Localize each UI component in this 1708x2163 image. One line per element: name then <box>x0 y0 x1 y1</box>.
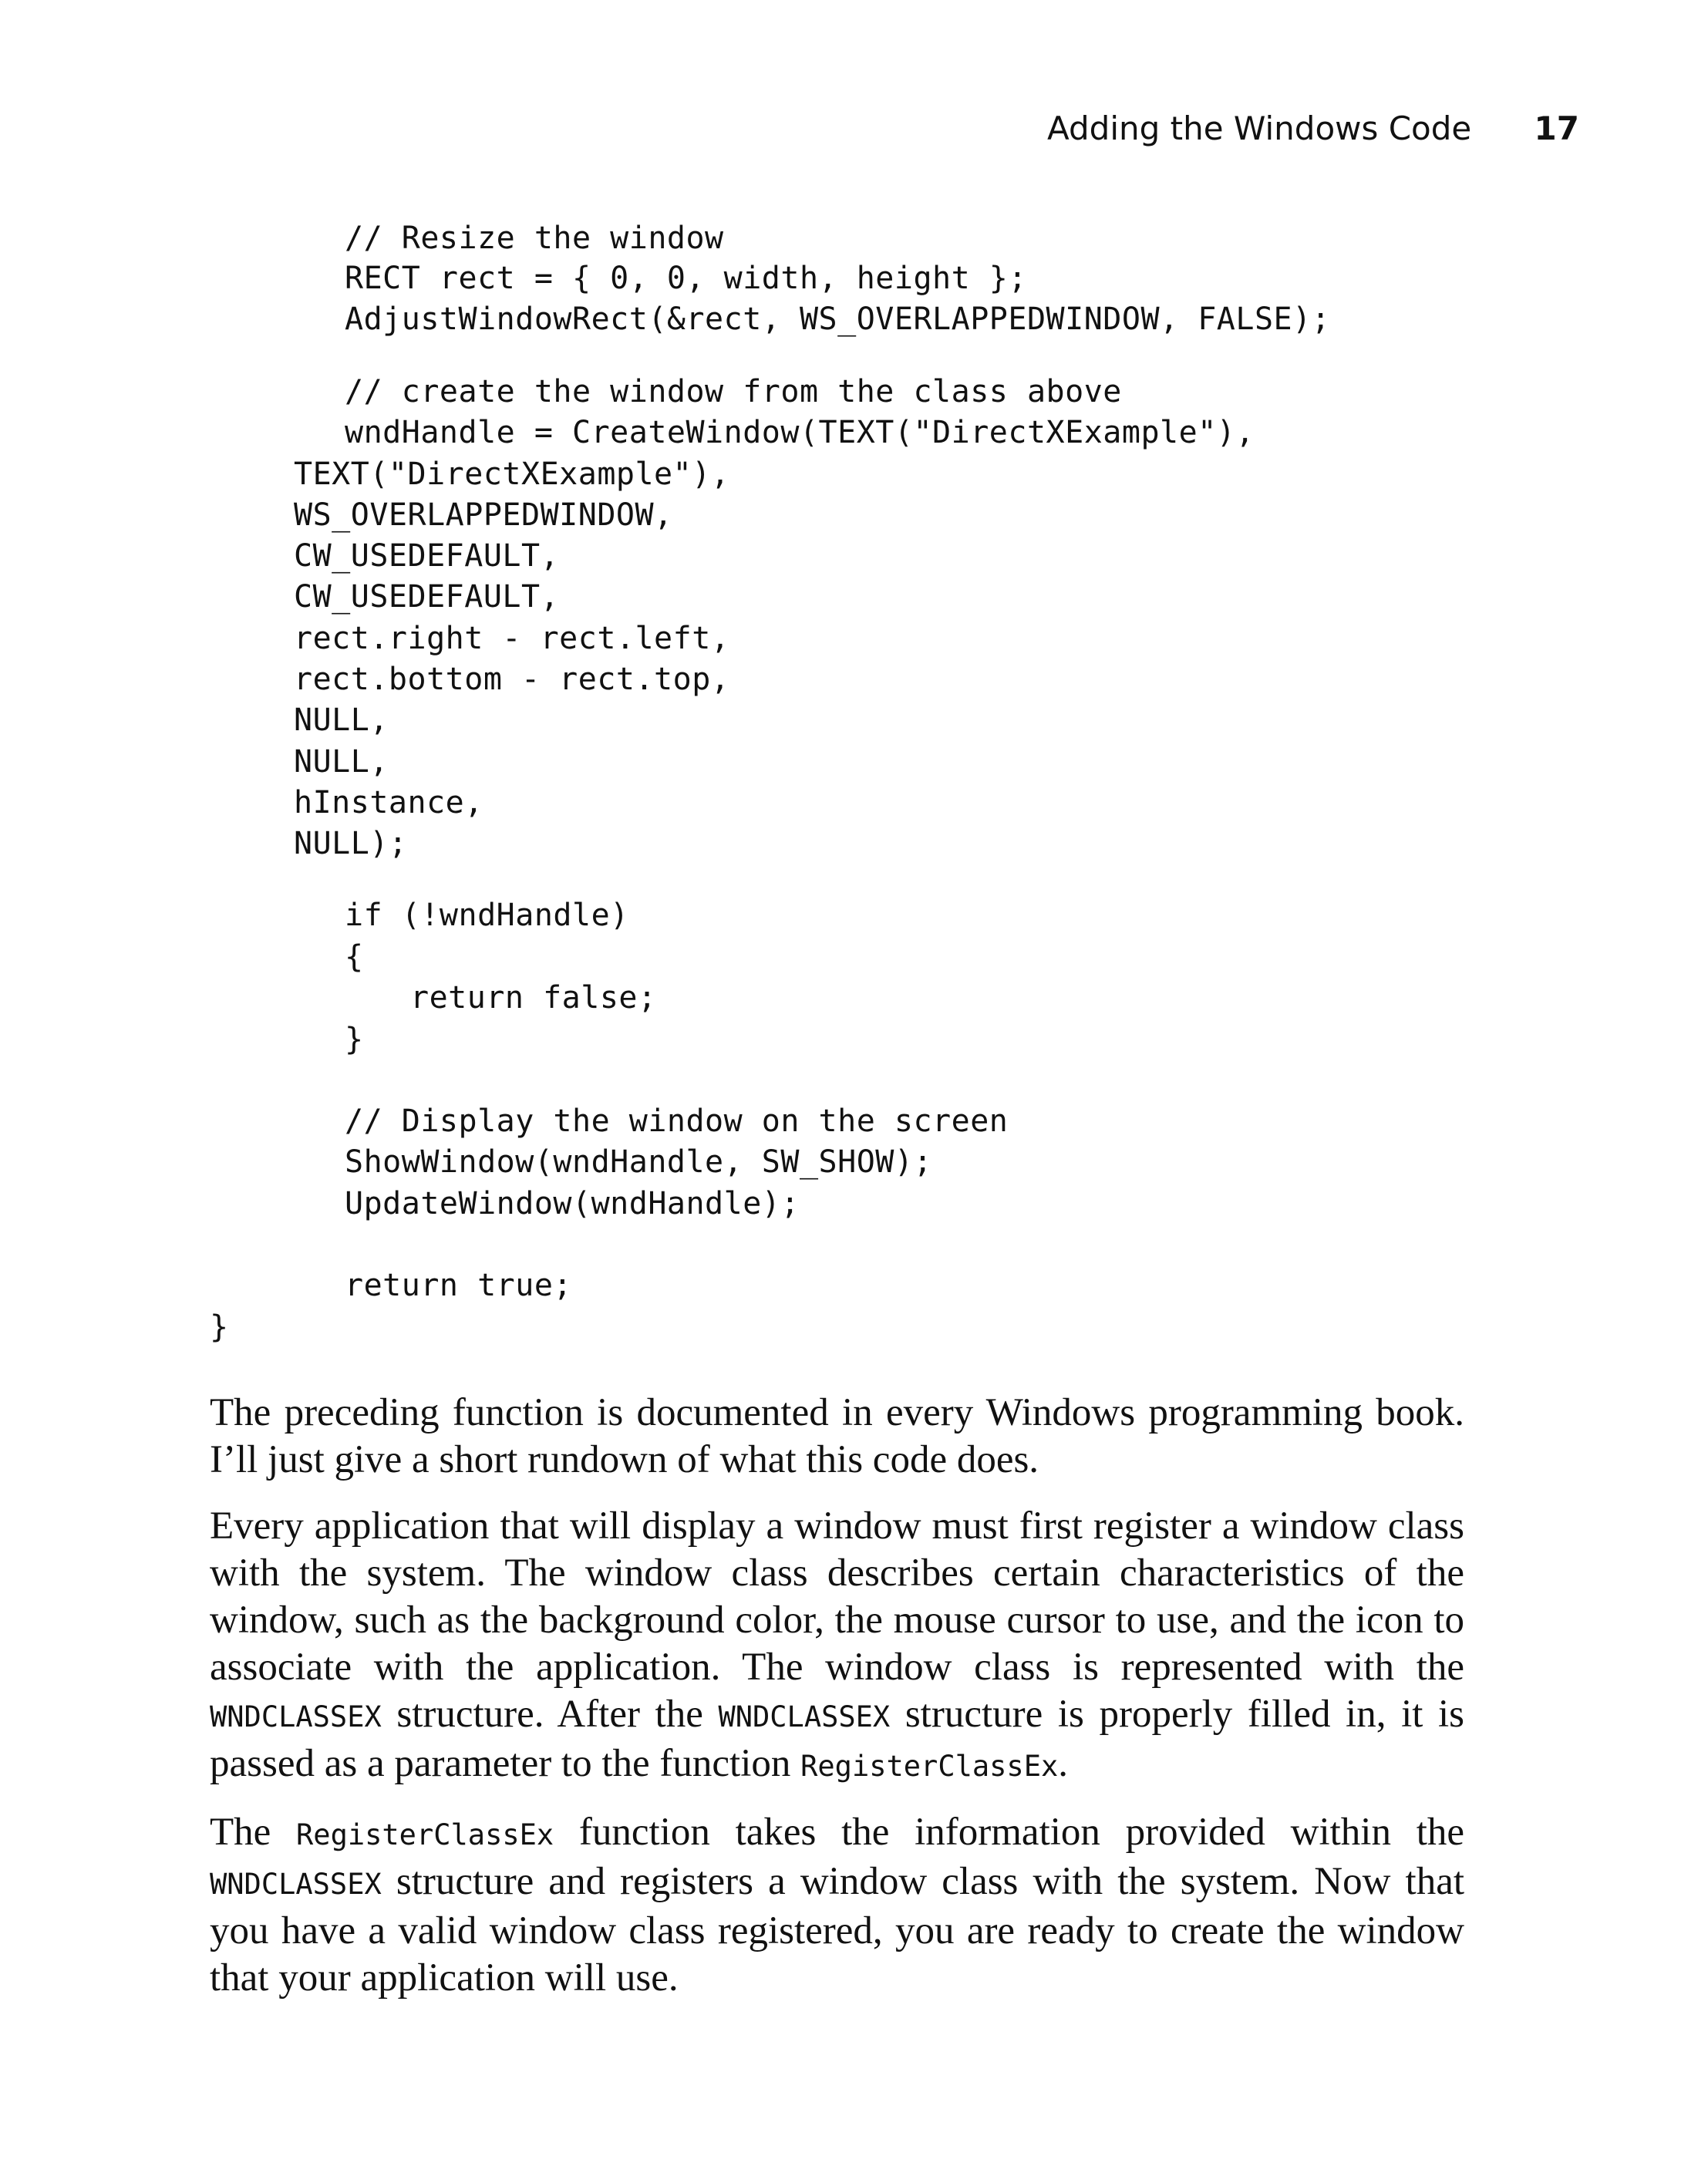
code-line: NULL, <box>294 702 389 738</box>
paragraph-text: function takes the information provided within the <box>578 1811 1465 1854</box>
paragraph-text: structure is properly filled in, it is passed as a parameter to the function <box>210 1693 1465 1785</box>
inline-code: RegisterClassEx <box>800 1750 1059 1783</box>
paragraph: The preceding function is documented in every Windows programming book. I’ll just give a short rundown of what this code does. <box>210 1391 1464 1481</box>
code-line: RECT rect = { 0, 0, width, height }; <box>345 261 1027 296</box>
paragraph <box>210 1503 1464 1790</box>
paragraph-text: . <box>1058 1742 1069 1785</box>
inline-code: RegisterClassEx <box>296 1818 554 1851</box>
code-line: } <box>345 1022 364 1057</box>
code-line: { <box>345 939 364 975</box>
code-line: if (!wndHandle) <box>345 898 629 933</box>
code-line: return false; <box>410 980 657 1016</box>
body-text <box>210 1390 1464 2021</box>
code-line: return true; <box>345 1268 572 1303</box>
code-line: NULL); <box>294 826 408 861</box>
code-line: wndHandle = CreateWindow(TEXT("DirectXExample"), <box>345 415 1255 450</box>
paragraph-text: The <box>210 1811 271 1854</box>
code-line: NULL, <box>294 744 389 780</box>
code-line: WS_OVERLAPPEDWINDOW, <box>294 497 673 533</box>
inline-code: WNDCLASSEX <box>210 1700 382 1733</box>
inline-code: WNDCLASSEX <box>718 1700 891 1733</box>
code-line: // Resize the window <box>345 221 724 256</box>
code-line: TEXT("DirectXExample"), <box>294 457 730 492</box>
paragraph-text: structure. After the <box>396 1693 703 1736</box>
running-header <box>1047 109 1587 156</box>
inline-code: WNDCLASSEX <box>210 1868 382 1901</box>
code-line: UpdateWindow(wndHandle); <box>345 1186 800 1221</box>
paragraph-text: Every application that will display a window must first register a window class with the system. The window class describes certain characteristics of the window, such as the background color, the mouse cursor to use, and the icon to associate with the application. The window class is represented with the <box>210 1504 1464 1689</box>
code-line: CW_USEDEFAULT, <box>294 538 560 574</box>
section-title: Adding the Windows Code <box>1047 109 1472 147</box>
paragraph <box>210 1809 1464 2002</box>
code-line: ShowWindow(wndHandle, SW_SHOW); <box>345 1144 933 1180</box>
code-line: hInstance, <box>294 785 483 820</box>
code-line: // Display the window on the screen <box>345 1103 1009 1139</box>
code-line: CW_USEDEFAULT, <box>294 579 560 615</box>
code-line: rect.right - rect.left, <box>294 621 730 656</box>
code-line: } <box>210 1309 229 1345</box>
code-line: rect.bottom - rect.top, <box>294 662 730 697</box>
code-line: // create the window from the class above <box>345 374 1122 409</box>
code-line: AdjustWindowRect(&rect, WS_OVERLAPPEDWINDOW, FALSE); <box>345 302 1331 337</box>
paragraph-text: structure and registers a window class with the system. Now that you have a valid window class registered, you are ready to create the window that your application will use. <box>210 1860 1465 2000</box>
page-number: 17 <box>1534 109 1579 147</box>
